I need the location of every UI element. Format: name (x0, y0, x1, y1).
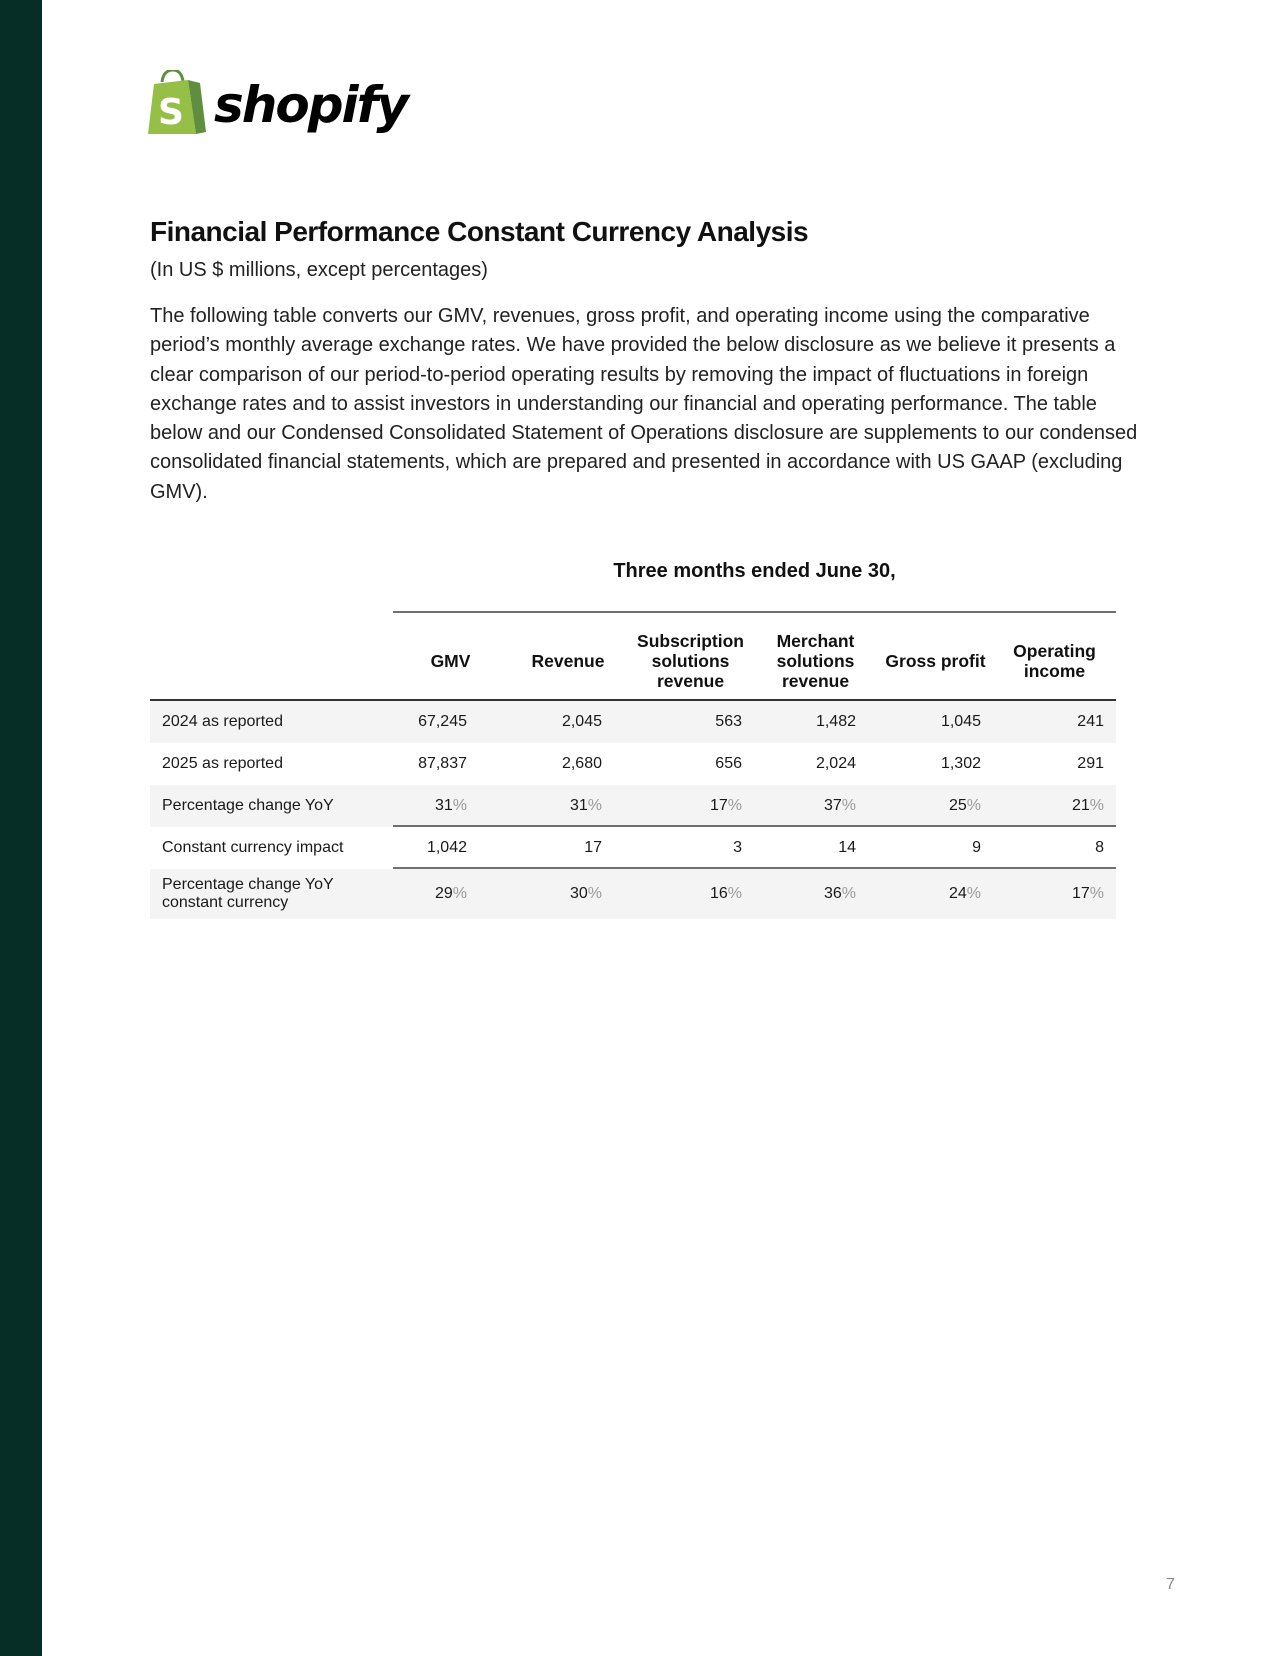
cell-value: 16 (709, 885, 728, 902)
cell-merchant (753, 797, 878, 815)
cell-value: 31 (569, 797, 588, 814)
cell-subscription (628, 755, 753, 773)
cell-gmv (393, 755, 508, 773)
cell-value: 31 (434, 797, 453, 814)
cell-value: 37 (823, 797, 842, 814)
cell-gross-profit (878, 755, 993, 773)
cell-value: 3 (733, 839, 742, 856)
percent-sign: % (727, 885, 742, 902)
cell-value: 241 (1077, 713, 1104, 730)
cell-merchant (753, 755, 878, 773)
cell-subscription (628, 797, 753, 815)
row-label: Constant currency impact (162, 839, 344, 856)
cell-value: 17 (709, 797, 728, 814)
percent-sign: % (587, 797, 602, 814)
table-row (150, 785, 1116, 827)
rule-below-impact (393, 867, 1116, 869)
cell-gmv (393, 713, 508, 731)
logo-bag-letter: S (158, 92, 184, 133)
period-header: Three months ended June 30, (613, 560, 896, 582)
cell-operating-income (993, 839, 1116, 857)
cell-subscription (628, 885, 753, 903)
column-header-gmv: GMV (430, 651, 471, 671)
page-title: Financial Performance Constant Currency Analysis (150, 216, 809, 247)
cell-value: 8 (1095, 839, 1104, 856)
cell-value: 9 (972, 839, 981, 856)
cell-value: 1,045 (940, 713, 981, 730)
percent-sign: % (841, 885, 856, 902)
cell-gmv (393, 797, 508, 815)
column-header-revenue: Revenue (531, 651, 605, 671)
cell-value: 1,302 (940, 755, 981, 772)
cell-value: 1,482 (815, 713, 856, 730)
page-subtitle: (In US $ millions, except percentages) (150, 259, 488, 281)
table-row (150, 701, 1116, 743)
cell-value: 36 (823, 885, 842, 902)
cell-merchant (753, 839, 878, 857)
cell-revenue (508, 885, 628, 903)
column-header-operating-income: Operating income (1013, 641, 1096, 681)
cell-gross-profit (878, 797, 993, 815)
cell-gmv (393, 839, 508, 857)
cell-value: 29 (434, 885, 453, 902)
column-header-subscription: Subscription solutions revenue (637, 631, 744, 691)
cell-value: 2,045 (561, 713, 602, 730)
cell-merchant (753, 713, 878, 731)
cell-revenue (508, 713, 628, 731)
cell-revenue (508, 839, 628, 857)
cell-revenue (508, 797, 628, 815)
cell-value: 17 (1071, 885, 1090, 902)
cell-value: 2,680 (561, 755, 602, 772)
cell-subscription (628, 713, 753, 731)
percent-sign: % (966, 797, 981, 814)
row-label: 2024 as reported (162, 713, 283, 730)
cell-value: 87,837 (418, 755, 467, 772)
cell-value: 24 (948, 885, 967, 902)
cell-value: 291 (1077, 755, 1104, 772)
cell-gross-profit (878, 839, 993, 857)
cell-value: 21 (1071, 797, 1090, 814)
logo-wordmark: shopify (214, 76, 407, 134)
cell-operating-income (993, 713, 1116, 731)
cell-value: 1,042 (426, 839, 467, 856)
row-label: 2025 as reported (162, 755, 283, 772)
percent-sign: % (587, 885, 602, 902)
table-row (150, 827, 1116, 869)
cell-value: 25 (948, 797, 967, 814)
shopify-logo (148, 68, 407, 138)
cell-value: 17 (584, 839, 602, 856)
cell-gmv (393, 885, 508, 903)
percent-sign: % (1089, 885, 1104, 902)
cell-gross-profit (878, 885, 993, 903)
table-row (150, 869, 1116, 919)
cell-revenue (508, 755, 628, 773)
cell-value: 656 (715, 755, 742, 772)
cell-operating-income (993, 885, 1116, 903)
cell-value: 2,024 (815, 755, 856, 772)
sidebar-band (0, 0, 42, 1656)
shopping-bag-icon (148, 70, 206, 136)
percent-sign: % (966, 885, 981, 902)
header-top-rule (393, 611, 1116, 613)
cell-operating-income (993, 797, 1116, 815)
percent-sign: % (452, 797, 467, 814)
percent-sign: % (452, 885, 467, 902)
column-headers (393, 628, 1116, 694)
percent-sign: % (727, 797, 742, 814)
cell-value: 30 (569, 885, 588, 902)
percent-sign: % (1089, 797, 1104, 814)
cell-operating-income (993, 755, 1116, 773)
cell-value: 67,245 (418, 713, 467, 730)
column-header-merchant: Merchant solutions revenue (776, 631, 855, 691)
rule-above-impact (393, 825, 1116, 827)
cell-gross-profit (878, 713, 993, 731)
row-label: Percentage change YoY constant currency (162, 876, 334, 911)
intro-paragraph: The following table converts our GMV, revenues, gross profit, and operating income using the comparative period’s monthly average exchange rates. We have provided the below disclosure as we believe it presents a clear comparison of our period-to-period operating results by removing the impact of fluctuations in foreign exchange rates and to assist investors in understanding our financial and operating performance. The table below and our Condensed Consolidated Statement of Operations disclosure are supplements to our condensed consolidated financial statements, which are prepared and presented in accordance with US GAAP (excluding GMV). (150, 305, 1138, 503)
table-row (150, 743, 1116, 785)
column-header-gross-profit: Gross profit (885, 651, 986, 671)
cell-value: 563 (715, 713, 742, 730)
cell-value: 14 (838, 839, 856, 856)
percent-sign: % (841, 797, 856, 814)
cell-subscription (628, 839, 753, 857)
page-number: 7 (1166, 1576, 1175, 1593)
row-label: Percentage change YoY (162, 797, 334, 814)
cell-merchant (753, 885, 878, 903)
